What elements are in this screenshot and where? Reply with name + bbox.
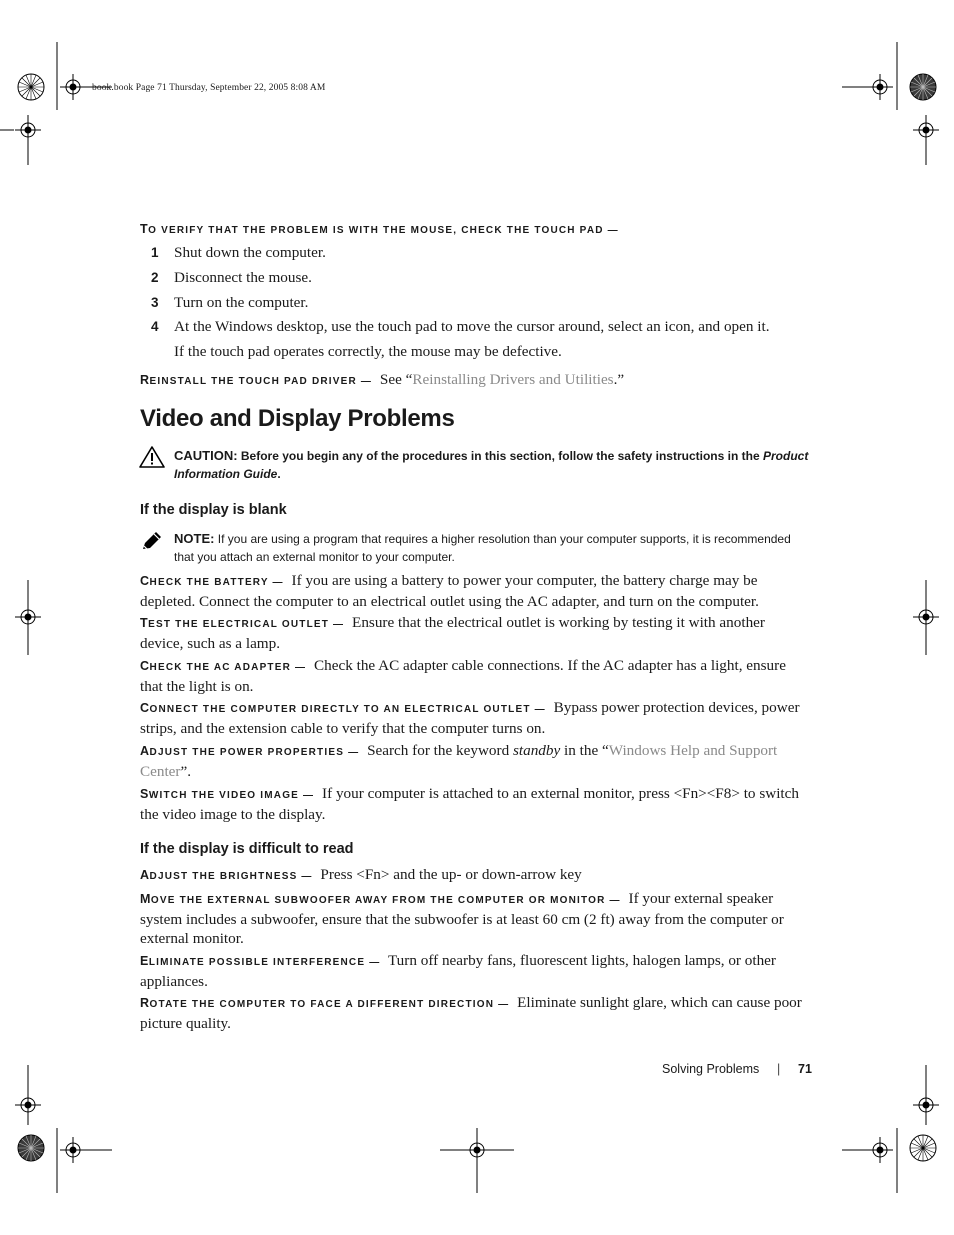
step-followup-text: If the touch pad operates correctly, the mouse may be defective.	[174, 343, 562, 360]
item-text: If your external speaker system includes a subwoofer, ensure that the subwoofer is at least 60 cm (2 ft) away from the computer or external monitor.	[140, 890, 784, 947]
page-title: Video and Display Problems	[140, 405, 455, 432]
item-text: Eliminate sunlight glare, which can cause poor picture quality.	[140, 994, 802, 1032]
difficult-display-heading: If the display is difficult to read	[140, 841, 354, 857]
item-text: If your computer is attached to an external monitor, press <Fn><F8> to switch the video image to the display.	[140, 785, 799, 823]
item-label: ADJUST THE BRIGHTNESS —	[140, 868, 313, 882]
power-properties-item	[140, 741, 810, 781]
note-text: If you are using a program that requires a higher resolution than your computer supports, it is recommended that you attach an external monitor to your computer.	[174, 532, 791, 564]
blank-display-heading: If the display is blank	[140, 502, 287, 518]
item-label: ROTATE THE COMPUTER TO FACE A DIFFERENT DIRECTION —	[140, 996, 510, 1010]
item-text: Check the AC adapter cable connections. If the AC adapter has a light, ensure that the light is on.	[140, 657, 786, 695]
difficult-item	[140, 865, 810, 886]
blank-item	[140, 656, 810, 696]
item-label: SWITCH THE VIDEO IMAGE —	[140, 787, 315, 801]
reinstall-post-text: .”	[613, 371, 625, 388]
blank-item	[140, 571, 810, 611]
step-number: 2	[151, 270, 159, 285]
difficult-item	[140, 993, 810, 1033]
reinstall-driver-label: REINSTALL THE TOUCH PAD DRIVER —	[140, 373, 373, 387]
note-block	[174, 530, 814, 566]
switch-video-item	[140, 784, 810, 824]
item-text: Ensure that the electrical outlet is working by testing it with another device, such as a lamp.	[140, 614, 765, 652]
power-pre-text: Search for the keyword	[367, 742, 510, 759]
caution-icon	[139, 446, 165, 468]
item-label: CHECK THE AC ADAPTER —	[140, 659, 307, 673]
blank-item	[140, 698, 810, 738]
step-text: Turn on the computer.	[174, 294, 309, 311]
item-label: ELIMINATE POSSIBLE INTERFERENCE —	[140, 954, 381, 968]
help-support-center-link[interactable]: Windows Help and Support Center	[140, 742, 778, 780]
power-mid-text: in the “	[564, 742, 609, 759]
item-text: If you are using a battery to power your computer, the battery charge may be depleted. Connect the computer to an electrical outlet using the AC adapter, and turn on the computer.	[140, 572, 759, 610]
item-label: CONNECT THE COMPUTER DIRECTLY TO AN ELECTRICAL OUTLET —	[140, 701, 546, 715]
mouse-check-heading	[140, 222, 619, 236]
blank-item	[140, 613, 810, 653]
step-number: 4	[151, 319, 159, 334]
note-pencil-icon	[141, 531, 163, 551]
step-text: Shut down the computer.	[174, 244, 326, 261]
mouse-check-heading-text: TO VERIFY THAT THE PROBLEM IS WITH THE MOUSE, CHECK THE TOUCH PAD —	[140, 222, 619, 236]
item-text: Bypass power protection devices, power strips, and the extension cable to verify that the computer turns on.	[140, 699, 800, 737]
power-post-text: ”.	[180, 763, 192, 780]
note-label: NOTE:	[174, 531, 215, 546]
reinstall-driver-item	[140, 370, 810, 391]
step-text: Disconnect the mouse.	[174, 269, 312, 286]
caution-text: Before you begin any of the procedures in this section, follow the safety instructions in the	[240, 449, 760, 463]
item-text: Turn off nearby fans, fluorescent lights, halogen lamps, or other appliances.	[140, 952, 776, 990]
item-label: CHECK THE BATTERY —	[140, 574, 284, 588]
item-label: ADJUST THE POWER PROPERTIES —	[140, 744, 360, 758]
caution-guide-name: Product Information Guide	[174, 449, 809, 481]
item-text: Press <Fn> and the up- or down-arrow key	[320, 866, 582, 883]
print-slug: book.book Page 71 Thursday, September 22, 2005 8:08 AM	[92, 83, 326, 93]
reinstall-pre-text: See “	[379, 371, 413, 388]
footer-separator: |	[777, 1062, 781, 1076]
step-number: 3	[151, 295, 159, 310]
power-keyword: standby	[512, 742, 561, 759]
difficult-item	[140, 951, 810, 991]
item-label: TEST THE ELECTRICAL OUTLET —	[140, 616, 345, 630]
caution-block	[174, 447, 814, 483]
item-label: MOVE THE EXTERNAL SUBWOOFER AWAY FROM THE COMPUTER OR MONITOR —	[140, 892, 621, 906]
difficult-item	[140, 889, 810, 948]
page-number: 71	[798, 1062, 812, 1076]
caution-end: .	[277, 467, 281, 481]
caution-label: CAUTION:	[174, 448, 238, 463]
step-number: 1	[151, 245, 159, 260]
reinstalling-drivers-link[interactable]: Reinstalling Drivers and Utilities	[412, 371, 614, 388]
footer-section-name: Solving Problems	[662, 1062, 760, 1076]
step-text: At the Windows desktop, use the touch pad to move the cursor around, select an icon, and open it.	[174, 318, 770, 335]
